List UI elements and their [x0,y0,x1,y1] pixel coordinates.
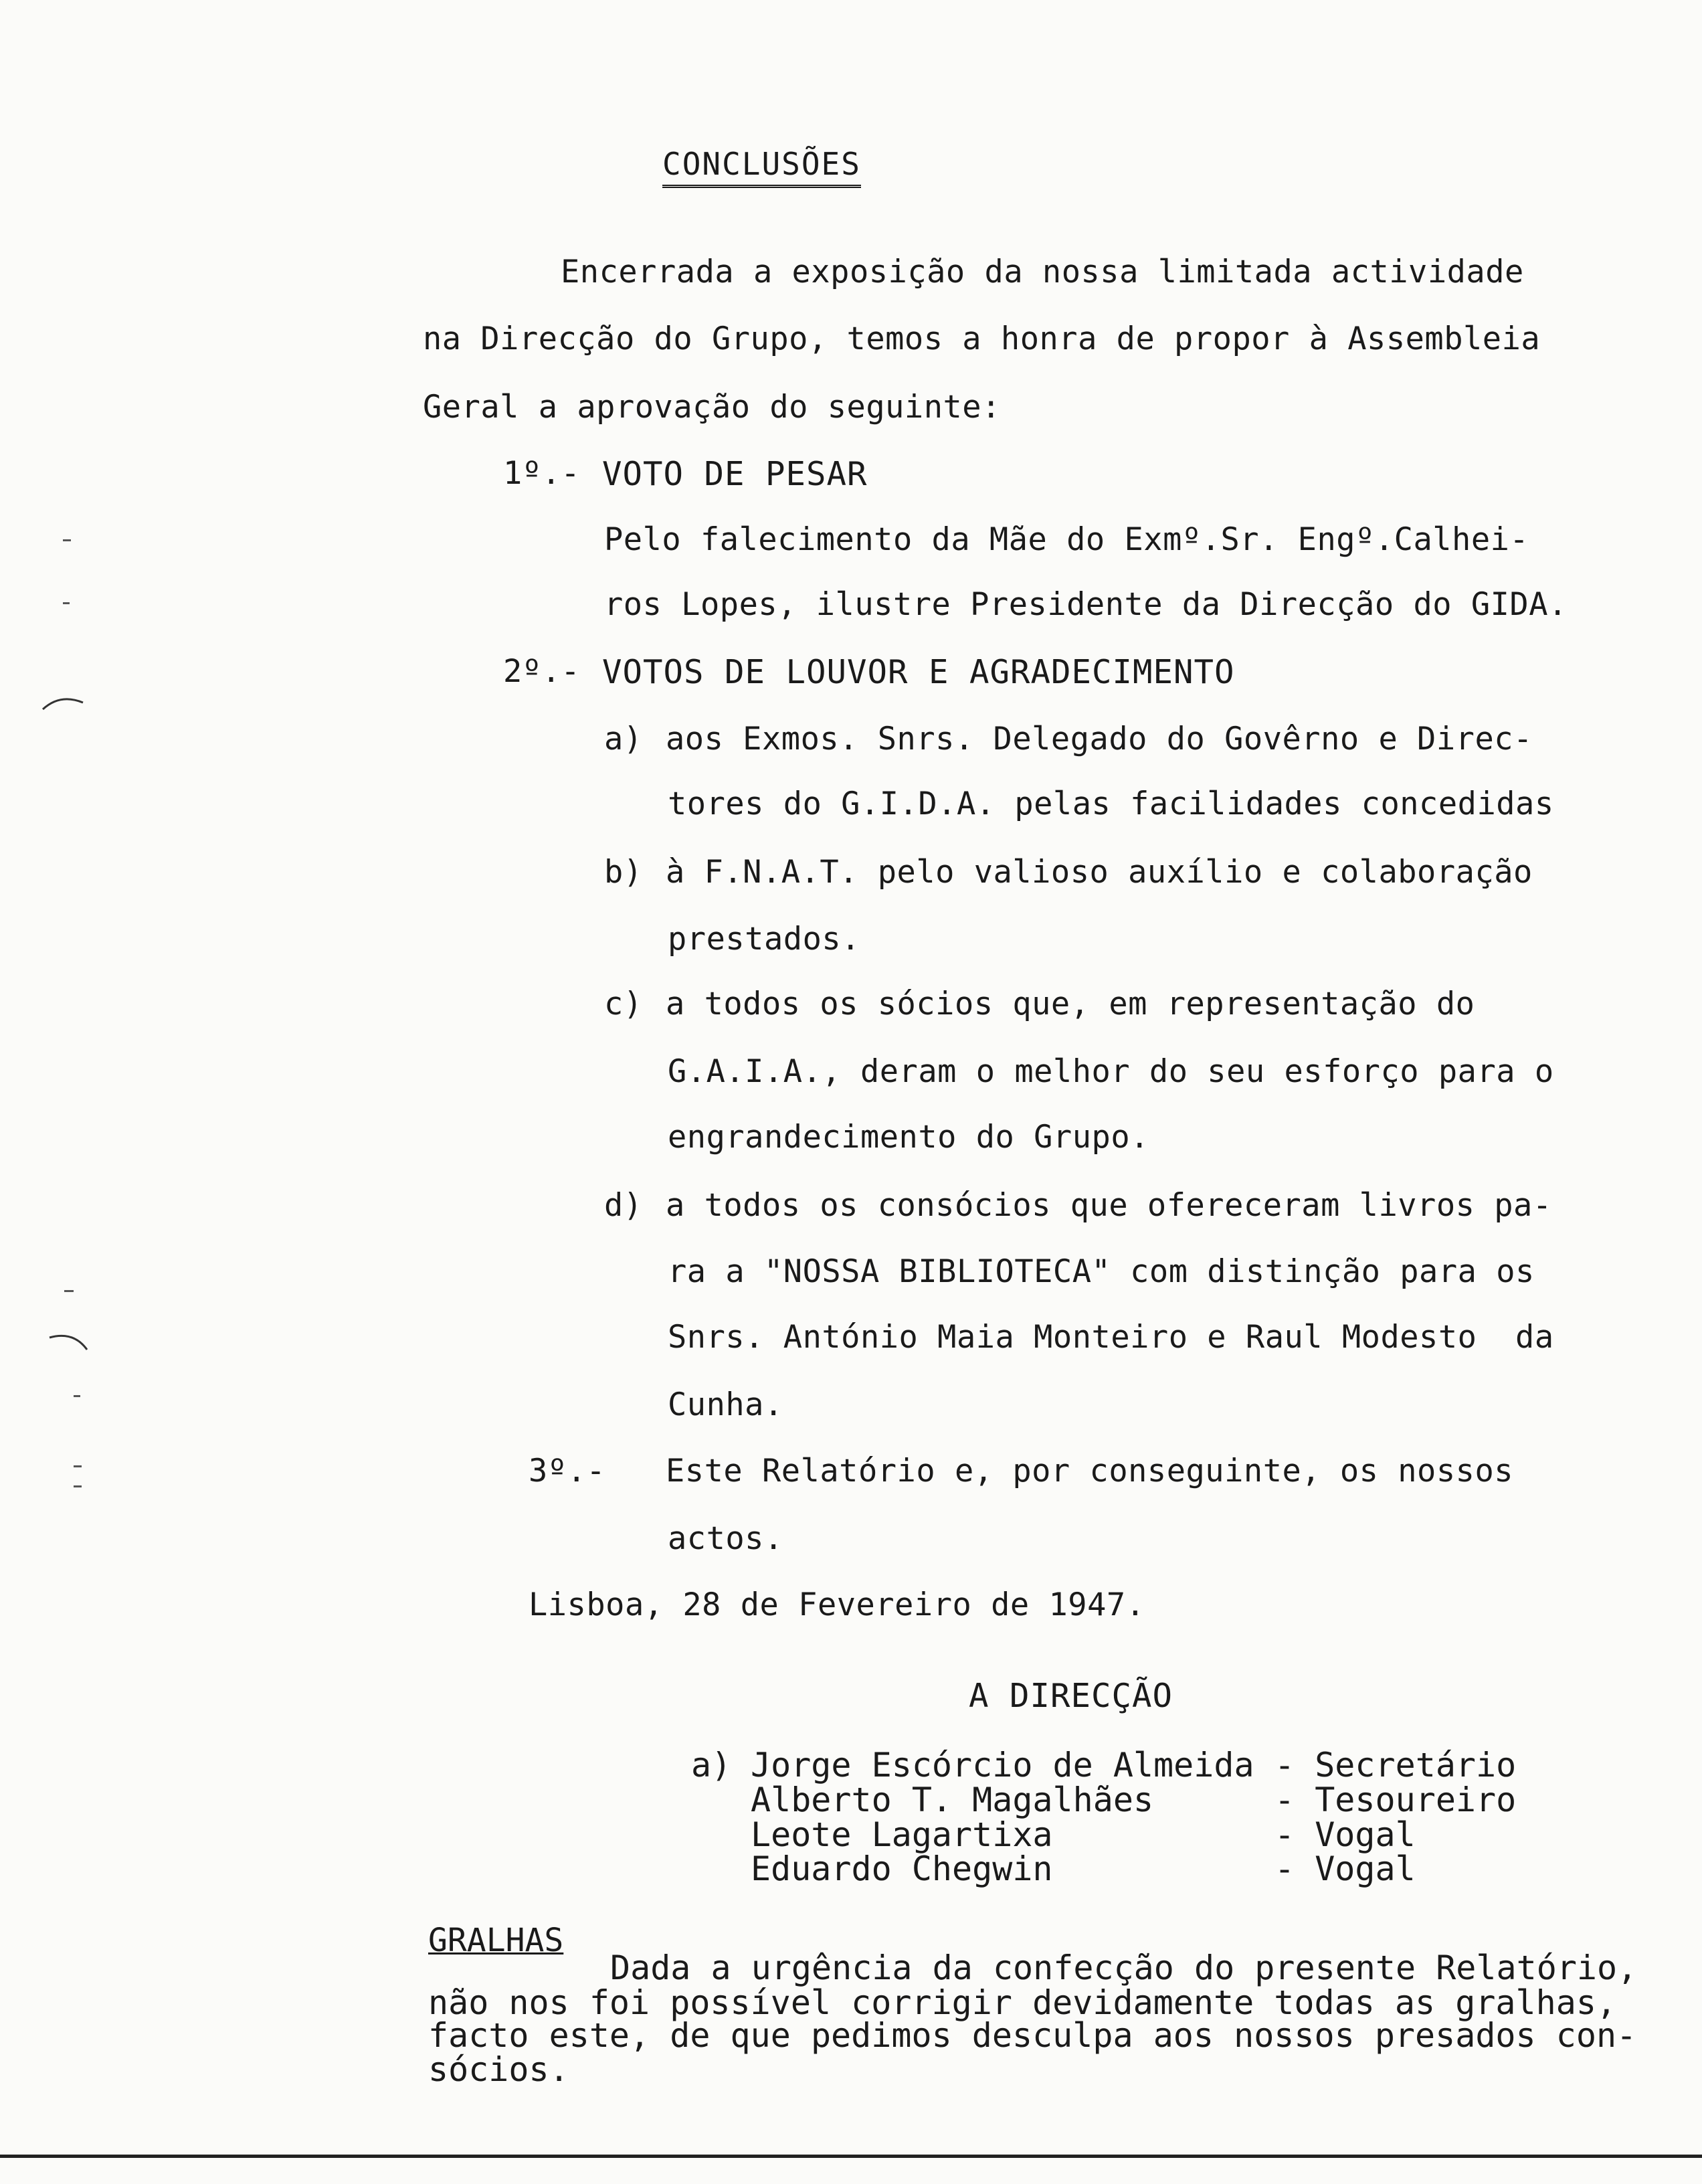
margin-mark [63,602,70,604]
intro-line-2: na Direcção do Grupo, temos a honra de propor à Assembleia [423,321,1541,357]
item1-number: 1º.- [503,455,581,492]
gralhas-line-1: Dada a urgência da confecção do presente Relatório, [610,1948,1638,1987]
margin-curve-mark [47,1328,94,1355]
item2b-line-2: prestados. [668,921,860,958]
item2-number: 2º.- [503,653,581,690]
margin-mark [74,1465,82,1467]
signature-name: Jorge Escórcio de Almeida [751,1746,1254,1785]
margin-mark [64,1290,74,1292]
signature-name: Leote Lagartixa [751,1815,1053,1854]
intro-line-1: Encerrada a exposição da nossa limitada actividade [561,254,1524,290]
item2a-line-1: aos Exmos. Snrs. Delegado do Govêrno e Direc- [666,721,1533,757]
margin-mark [63,539,71,541]
intro-line-3: Geral a aprovação do seguinte: [423,389,1001,426]
signatures-prefix: a) [691,1746,732,1785]
item2c-line-2: G.A.I.A., deram o melhor do seu esforço para o [668,1053,1554,1090]
item2a-line-2: tores do G.I.D.A. pelas facilidades concedidas [668,786,1554,822]
gralhas-line-2: não nos foi possível corrigir devidamente todas as gralhas, [428,1983,1617,2022]
signature-role: - Secretário [1274,1746,1517,1785]
item2b-letter: b) [604,854,643,891]
gralhas-line-3: facto este, de que pedimos desculpa aos nossos presados con- [428,2016,1637,2055]
gralhas-line-4: sócios. [428,2050,569,2089]
signature-name: Eduardo Chegwin [751,1849,1053,1888]
item1-heading: VOTO DE PESAR [602,455,868,493]
item3-number: 3º.- [529,1453,606,1489]
item2d-line-4: Cunha. [668,1386,783,1423]
signatures-heading: A DIRECÇÃO [969,1677,1173,1715]
signature-role: - Tesoureiro [1274,1781,1517,1819]
page-title: CONCLUSÕES [662,146,861,188]
item2c-letter: c) [604,986,643,1022]
signature-role: - Vogal [1274,1815,1416,1854]
signature-role: - Vogal [1274,1849,1416,1888]
date-line: Lisboa, 28 de Fevereiro de 1947. [529,1586,1145,1623]
item2d-line-2: ra a "NOSSA BIBLIOTECA" com distinção para os [668,1253,1535,1290]
gralhas-label: GRALHAS [428,1922,564,1959]
item2c-line-3: engrandecimento do Grupo. [668,1119,1149,1156]
signature-name: Alberto T. Magalhães [751,1781,1154,1819]
item2a-letter: a) [604,721,643,757]
item3-line-2: actos. [668,1520,783,1557]
item2b-line-1: à F.N.A.T. pelo valioso auxílio e colaboração [666,854,1533,891]
margin-curve-mark [40,689,87,716]
item2d-letter: d) [604,1187,643,1224]
item1-line-2: ros Lopes, ilustre Presidente da Direcção do GIDA. [604,586,1568,623]
item2d-line-3: Snrs. António Maia Monteiro e Raul Modesto da [668,1319,1554,1356]
bottom-edge-line [0,2155,1702,2158]
item2-heading: VOTOS DE LOUVOR E AGRADECIMENTO [602,653,1235,691]
margin-mark [74,1485,82,1487]
item1-line-1: Pelo falecimento da Mãe do Exmº.Sr. Engº.Calhei- [604,521,1529,558]
item2d-line-1: a todos os consócios que ofereceram livros pa- [666,1187,1552,1224]
item3-line-1: Este Relatório e, por conseguinte, os nossos [666,1453,1514,1489]
item2c-line-1: a todos os sócios que, em representação do [666,986,1475,1022]
margin-mark [74,1395,80,1397]
